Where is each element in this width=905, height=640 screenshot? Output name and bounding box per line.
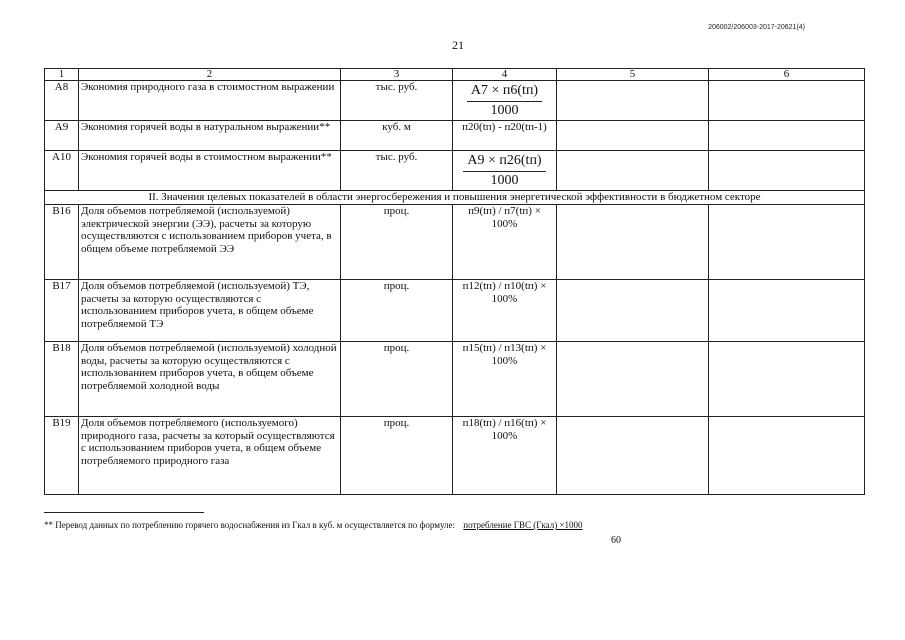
empty-cell bbox=[557, 280, 709, 342]
table-row bbox=[45, 342, 865, 417]
row-formula bbox=[453, 151, 557, 191]
section-header-row bbox=[45, 191, 865, 205]
row-unit: куб. м bbox=[341, 121, 453, 151]
table-row bbox=[45, 151, 865, 191]
row-formula: п18(tп) / п16(tп) × 100% bbox=[453, 417, 557, 495]
empty-cell bbox=[557, 205, 709, 280]
column-number: 1 bbox=[45, 69, 79, 81]
footnote-denominator: 60 bbox=[611, 535, 621, 546]
empty-cell bbox=[709, 81, 865, 121]
empty-cell bbox=[557, 81, 709, 121]
footnote bbox=[44, 520, 621, 546]
row-code: A8 bbox=[45, 81, 79, 121]
footnote-formula: потребление ГВС (Гкал) ×1000 bbox=[463, 520, 583, 530]
table-row bbox=[45, 205, 865, 280]
empty-cell bbox=[709, 342, 865, 417]
row-code: B17 bbox=[45, 280, 79, 342]
row-code: A9 bbox=[45, 121, 79, 151]
row-formula bbox=[453, 81, 557, 121]
table-row bbox=[45, 81, 865, 121]
row-name: Экономия горячей воды в натуральном выражении** bbox=[79, 121, 341, 151]
empty-cell bbox=[557, 417, 709, 495]
empty-cell bbox=[709, 151, 865, 191]
row-code: B16 bbox=[45, 205, 79, 280]
column-number: 5 bbox=[557, 69, 709, 81]
row-name: Доля объемов потребляемой (используемой) электрической энергии (ЭЭ), расчеты за которую осуществляются с использованием приборов учета, в общем объеме потребляемой ЭЭ bbox=[79, 205, 341, 280]
fraction-numerator: А9 × п26(tп) bbox=[463, 151, 545, 172]
empty-cell bbox=[557, 121, 709, 151]
empty-cell bbox=[709, 121, 865, 151]
table-row bbox=[45, 280, 865, 342]
fraction-denominator: 1000 bbox=[490, 173, 519, 188]
fraction-numerator: А7 × п6(tп) bbox=[467, 81, 542, 102]
footnote-divider bbox=[44, 512, 204, 513]
row-code: A10 bbox=[45, 151, 79, 191]
row-unit: тыс. руб. bbox=[341, 151, 453, 191]
empty-cell bbox=[709, 280, 865, 342]
column-number: 3 bbox=[341, 69, 453, 81]
row-name: Доля объемов потребляемого (используемого) природного газа, расчеты за который осуществляются с использованием приборов учета, в общем объеме потребляемого природного газа bbox=[79, 417, 341, 495]
row-unit: проц. bbox=[341, 205, 453, 280]
empty-cell bbox=[557, 342, 709, 417]
row-code: B19 bbox=[45, 417, 79, 495]
row-name: Доля объемов потребляемой (используемой) ТЭ, расчеты за которую осуществляются с использованием приборов учета, в общем объеме потребляемой ТЭ bbox=[79, 280, 341, 342]
row-formula: п9(tп) / п7(tп) × 100% bbox=[453, 205, 557, 280]
table-row bbox=[45, 121, 865, 151]
row-code: B18 bbox=[45, 342, 79, 417]
column-numbers-row bbox=[45, 69, 865, 81]
fraction bbox=[463, 151, 545, 190]
row-name: Доля объемов потребляемой (используемой) холодной воды, расчеты за которую осуществляются с использованием приборов учета, в общем объеме потребляемой холодной воды bbox=[79, 342, 341, 417]
fraction bbox=[467, 81, 542, 120]
page-number: 21 bbox=[452, 38, 464, 52]
table-row bbox=[45, 417, 865, 495]
row-unit: тыс. руб. bbox=[341, 81, 453, 121]
row-formula: п20(tп) - п20(tп-1) bbox=[453, 121, 557, 151]
empty-cell bbox=[557, 151, 709, 191]
indicators-table bbox=[44, 68, 865, 495]
row-formula: п12(tп) / п10(tп) × 100% bbox=[453, 280, 557, 342]
document-id: 206002/206003-2017-20621(4) bbox=[708, 24, 805, 31]
row-formula: п15(tп) / п13(tп) × 100% bbox=[453, 342, 557, 417]
column-number: 6 bbox=[709, 69, 865, 81]
row-name: Экономия природного газа в стоимостном выражении bbox=[79, 81, 341, 121]
footnote-text: ** Перевод данных по потреблению горячего водоснабжения из Гкал в куб. м осуществляется по формуле: bbox=[44, 520, 456, 530]
section-title: II. Значения целевых показателей в области энергосбережения и повышения энергетической эффективности в бюджетном секторе bbox=[45, 191, 865, 205]
column-number: 4 bbox=[453, 69, 557, 81]
fraction-denominator: 1000 bbox=[490, 103, 519, 118]
row-name: Экономия горячей воды в стоимостном выражении** bbox=[79, 151, 341, 191]
empty-cell bbox=[709, 205, 865, 280]
row-unit: проц. bbox=[341, 342, 453, 417]
column-number: 2 bbox=[79, 69, 341, 81]
empty-cell bbox=[709, 417, 865, 495]
row-unit: проц. bbox=[341, 280, 453, 342]
row-unit: проц. bbox=[341, 417, 453, 495]
